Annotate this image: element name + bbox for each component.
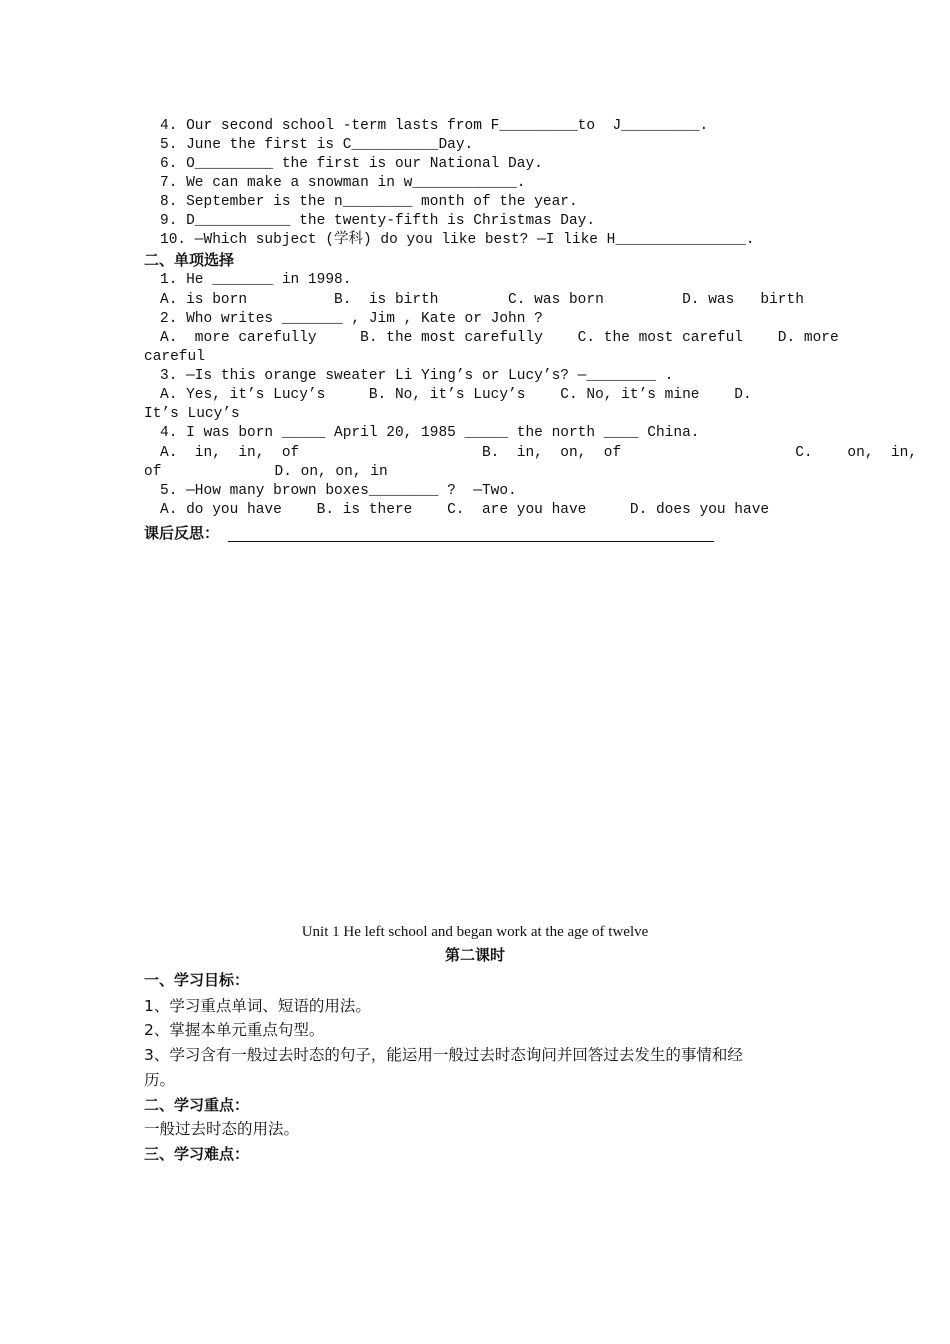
focus-heading: 二、学习重点： (144, 1096, 250, 1114)
mc-question-4: 4. I was born _____ April 20, 1985 _____ the north ____ China. (160, 425, 700, 441)
mc-options-2: A. more carefully B. the most carefully C. the most careful D. more (160, 330, 839, 346)
fill-blank-4: 4. Our second school -term lasts from F_________to J_________. (160, 118, 709, 134)
objective-3-wrap: 历。 (144, 1071, 176, 1089)
objective-3: 3、学习含有一般过去时态的句子，能运用一般过去时态询问并回答过去发生的事情和经 (144, 1046, 743, 1064)
unit-title: Unit 1 He left school and began work at the age of twelve (301, 924, 649, 940)
mc-question-5: 5. —How many brown boxes________ ? —Two. (160, 483, 517, 499)
fill-blank-8: 8. September is the n________ month of the year. (160, 194, 578, 210)
reflection-label: 课后反思： (144, 524, 220, 542)
mc-options-4: A. in, in, of B. in, on, of C. on, in, (160, 445, 918, 461)
mc-options-1: A. is born B. is birth C. was born D. was birth (160, 292, 804, 308)
mc-question-1: 1. He _______ in 1998. (160, 272, 352, 288)
fill-blank-6: 6. O_________ the first is our National Day. (160, 156, 543, 172)
fill-blank-10: 10. —Which subject (学科) do you like best? —I like H_______________. (160, 232, 755, 248)
fill-blank-7: 7. We can make a snowman in w____________. (160, 175, 526, 191)
mc-options-3-wrap: It’s Lucy’s (144, 406, 240, 422)
reflection-underline (228, 541, 714, 542)
mc-options-2-wrap: careful (144, 349, 205, 365)
focus-text: 一般过去时态的用法。 (144, 1120, 300, 1138)
difficulty-heading: 三、学习难点： (144, 1145, 250, 1163)
objectives-heading: 一、学习目标： (144, 971, 250, 989)
fill-blank-9: 9. D___________ the twenty-fifth is Christmas Day. (160, 213, 596, 229)
mc-question-3: 3. —Is this orange sweater Li Ying’s or Lucy’s? —________ . (160, 368, 674, 384)
fill-blank-5: 5. June the first is C__________Day. (160, 137, 474, 153)
mc-options-3: A. Yes, it’s Lucy’s B. No, it’s Lucy’s C. No, it’s mine D. (160, 387, 752, 403)
mc-options-5: A. do you have B. is there C. are you have D. does you have (160, 502, 770, 518)
mc-options-4-wrap: of D. on, on, in (144, 464, 388, 480)
section-heading-multiple-choice: 二、单项选择 (144, 251, 235, 269)
lesson-title: 第二课时 (444, 946, 505, 964)
objective-2: 2、掌握本单元重点句型。 (144, 1021, 325, 1039)
objective-1: 1、学习重点单词、短语的用法。 (144, 997, 371, 1015)
mc-question-2: 2. Who writes _______ , Jim , Kate or John ? (160, 311, 543, 327)
